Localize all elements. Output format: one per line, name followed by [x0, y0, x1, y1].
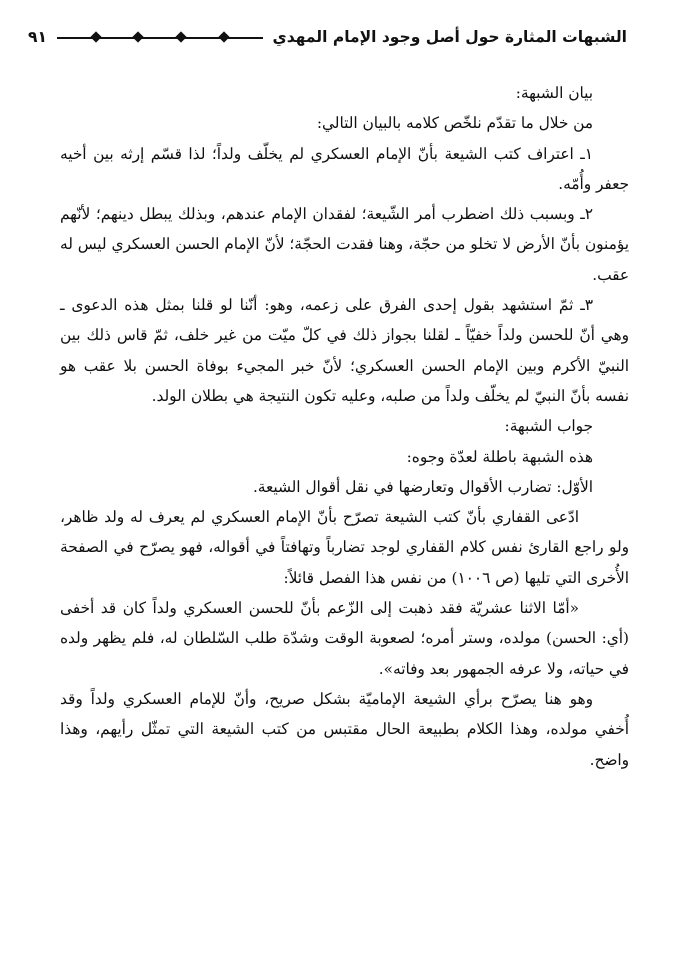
diamond-ornament-icon	[90, 31, 101, 42]
first-aspect-heading: الأوّل: تضارب الأقوال وتعارضها في نقل أقوال الشيعة.	[252, 477, 593, 496]
page-header	[28, 22, 627, 52]
point-1-paragraph: ١ـ اعتراف كتب الشيعة بأنّ الإمام العسكري لم يخلّف ولداً؛ لذا قسّم إرثه بين أخيه جعفر وأُمّه.	[60, 144, 629, 193]
section-heading-statement: بيان الشبهة:	[515, 84, 593, 102]
point-2-paragraph: ٢ـ وبسبب ذلك اضطرب أمر الشّيعة؛ لفقدان الإمام عندهم، وبذلك يبطل دينهم؛ لأنّهم يؤمنون بأنّ الأرض لا تخلو من حجّة، وهنا فقدت الحجّة؛ لأنّ الإمام الحسن العسكري ليس له عقب.	[60, 205, 629, 284]
block-quotation: «أمّا الاثنا عشريّة فقد ذهبت إلى الزّعم بأنّ للحسن العسكري ولداً كان قد أخفى (أي: الحسن) مولده، وستر أمره؛ لصعوبة الوقت وشدّة طلب السّلطان له، فلم يظهر ولده في حياته، ولا عرفه الجمهور بعد وفاته».	[60, 599, 629, 678]
running-title: الشبهات المثارة حول أصل وجود الإمام المهدي	[272, 28, 627, 46]
paragraph-qaffari-claim: ادّعى القفاري بأنّ كتب الشيعة تصرّح بأنّ الإمام العسكري لم يعرف له ولد ظاهر، ولو راجع القارئ نفس كلام القفاري لوجد تضارباً وتهافتاً في أقواله، فهو يصرّح في الصفحة الأُخرى التي تليها (ص ١٠٠٦) من نفس هذا الفصل قائلاً:	[60, 508, 629, 587]
header-ornament-rule	[57, 30, 263, 44]
section-heading-answer: جواب الشبهة:	[504, 417, 593, 436]
diamond-ornament-icon	[133, 31, 144, 42]
header-diamond-ornaments	[57, 32, 263, 41]
diamond-ornament-icon	[218, 31, 229, 42]
point-3-paragraph: ٣ـ ثمّ استشهد بقول إحدى الفرق على زعمه، وهو: أنّنا لو قلنا بمثل هذه الدعوى ـ وهي أنّ للحسن ولداً خفيّاً ـ لقلنا بجواز ذلك في كلّ ميّت من غير خلف، ثمّ قاس ذلك بين النبيّ الأكرم وبين الإمام الحسن العسكري؛ لأنّ خبر المجيء بوفاة الحسن بلا عقب هو نفسه بأنّ النبيّ لم يخلّف ولداً من صلبه، وعليه تكون النتيجة هي بطلان الولد.	[60, 296, 629, 405]
paragraph-answer-intro: هذه الشبهة باطلة لعدّة وجوه:	[406, 447, 593, 466]
paragraph-conclusion: وهو هنا يصرّح برأي الشيعة الإماميّة بشكل صريح، وأنّ للإمام العسكري ولداً وقد أُخفي مولده، وهذا الكلام بطبيعة الحال مقتبس من كتب الشيعة التي تمثّل رأيهم، وهذا واضح.	[60, 689, 629, 769]
page-number: ٩١	[28, 28, 47, 46]
page-body	[60, 78, 629, 775]
diamond-ornament-icon	[175, 31, 186, 42]
paragraph-summary-intro: من خلال ما تقدّم نلخّص كلامه بالبيان التالي:	[316, 114, 593, 133]
